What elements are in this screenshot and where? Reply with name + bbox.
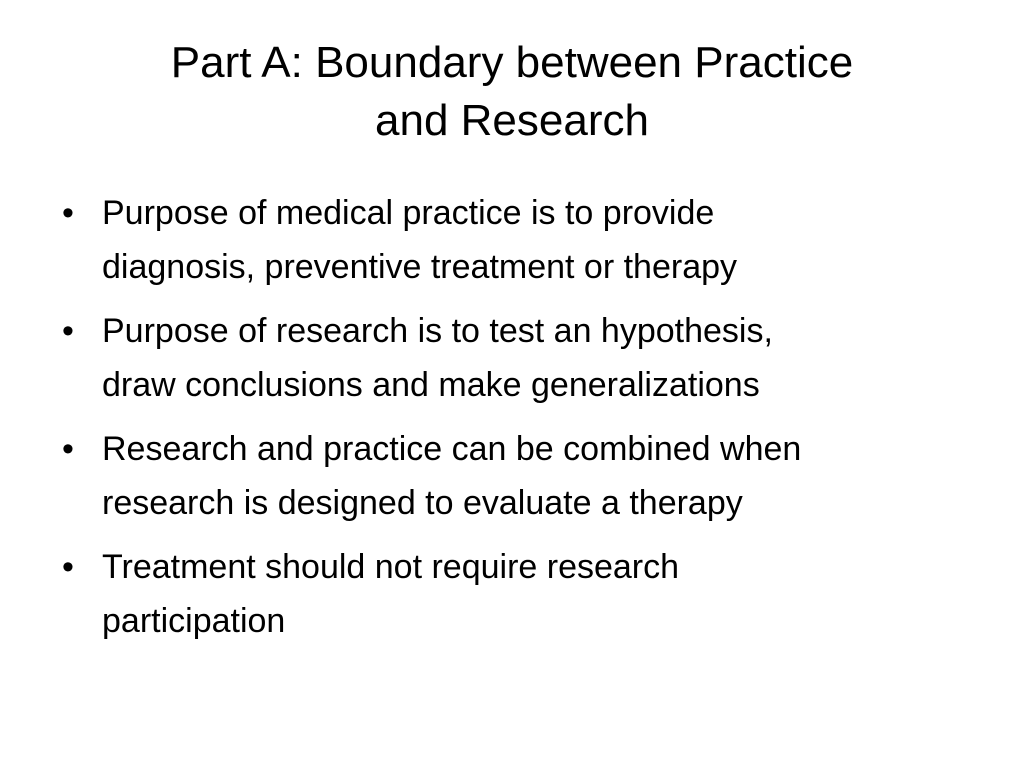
- bullet-line: Research and practice can be combined when: [102, 430, 802, 468]
- bullet-item: [56, 186, 976, 294]
- bullet-line: research is designed to evaluate a therapy: [102, 484, 743, 522]
- slide-title: [60, 34, 964, 150]
- bullet-list: [56, 186, 976, 658]
- bullet-icon: •: [62, 548, 74, 586]
- bullet-line: draw conclusions and make generalizations: [102, 366, 760, 404]
- bullet-icon: •: [62, 194, 74, 232]
- bullet-item: [56, 304, 976, 412]
- bullet-text: [102, 540, 976, 648]
- bullet-line: Purpose of research is to test an hypothesis,: [102, 312, 773, 350]
- bullet-item: [56, 540, 976, 648]
- bullet-icon: •: [62, 430, 74, 468]
- bullet-line: Treatment should not require research: [102, 548, 680, 586]
- bullet-line: Purpose of medical practice is to provide: [102, 194, 715, 232]
- bullet-line: diagnosis, preventive treatment or therapy: [102, 248, 738, 286]
- bullet-icon: •: [62, 312, 74, 350]
- bullet-text: [102, 304, 976, 412]
- bullet-text: [102, 422, 976, 530]
- bullet-item: [56, 422, 976, 530]
- title-line-2: and Research: [375, 96, 649, 145]
- bullet-line: participation: [102, 602, 286, 640]
- bullet-text: [102, 186, 976, 294]
- title-line-1: Part A: Boundary between Practice: [170, 38, 854, 87]
